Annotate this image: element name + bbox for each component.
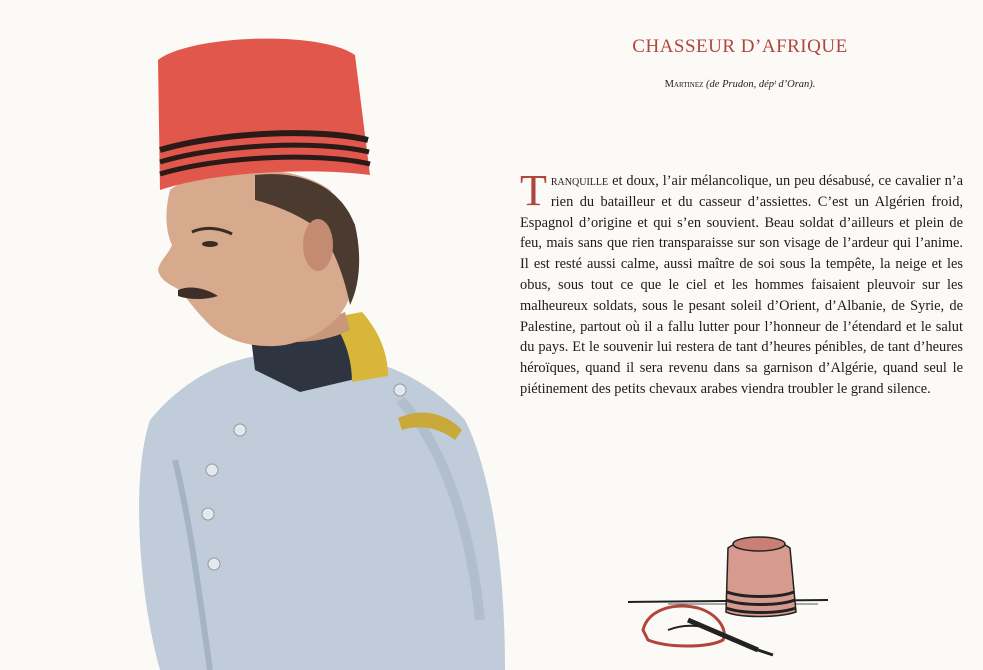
fez-and-sabre-vignette [628, 530, 828, 660]
description-paragraph [520, 166, 963, 400]
lead-word: ranquille [550, 173, 609, 189]
paragraph-text: et doux, l’air mélancolique, un peu désabusé, ce cavalier n’a rien du batailleur et du casseur d’assiettes. C’est un Algérien froid, Espagnol d’origine et qui s’en souvient. Beau soldat d’ailleurs et plein de feu, mais sans que rien transparaisse sur son visage de l’ardeur qui l’anime. Il est resté aussi calme, aussi maître de soi sous la tempête, la neige et les obus, sous tout ce que le ciel et les hommes faisaient pleuvoir sur les malheureux soldats, sous le pesant soleil d’Orient, d’Albanie, de Syrie, de Palestine, partout où il a fallu lutter pour l’honneur de l’étendard et le salut du pays. Et le souvenir lui restera de tant d’heures pénibles, de tant d’heures héroïques, quand il sera revenu dans sa garnison d’Algérie, quand seul le piétinement des petits chevaux arabes viendra troubler le grand silence. [520, 173, 963, 397]
tunic [139, 354, 505, 670]
portrait-caption [590, 79, 890, 90]
subject-name: Martinez [664, 79, 704, 90]
page-title: CHASSEUR D’AFRIQUE [632, 36, 848, 57]
subject-origin: (de Prudon, dépᵗ d’Oran). [706, 79, 816, 90]
drop-cap: T [520, 166, 547, 215]
